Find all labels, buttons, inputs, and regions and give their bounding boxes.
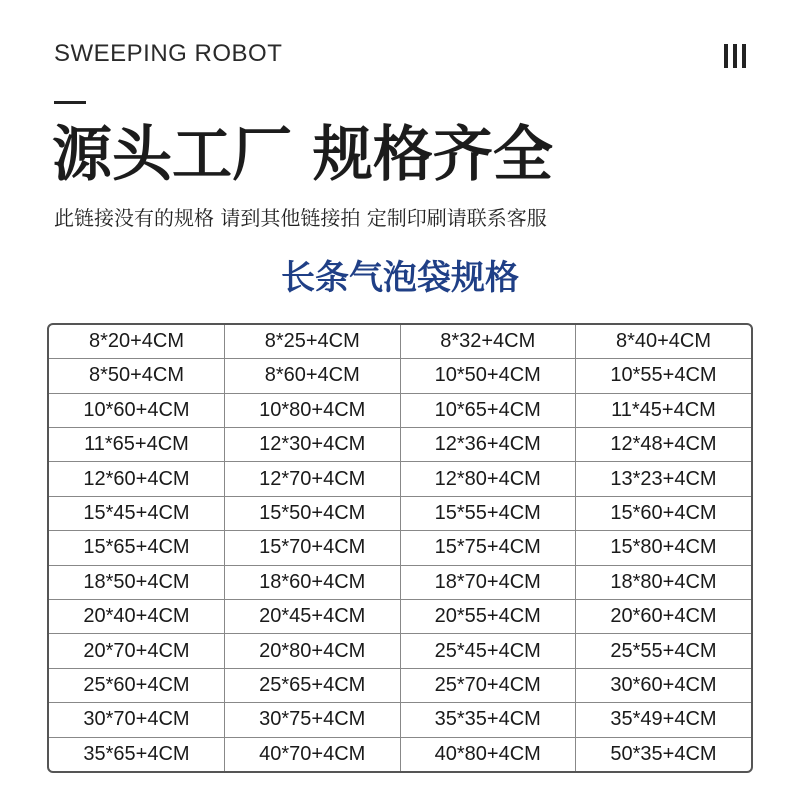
spec-cell: 20*80+4CM bbox=[225, 634, 401, 668]
table-row bbox=[49, 428, 751, 462]
spec-cell: 20*45+4CM bbox=[225, 600, 401, 634]
spec-cell: 8*40+4CM bbox=[576, 325, 752, 359]
spec-cell: 15*70+4CM bbox=[225, 531, 401, 565]
spec-cell: 15*45+4CM bbox=[49, 496, 225, 530]
spec-cell: 35*35+4CM bbox=[400, 703, 576, 737]
spec-cell: 11*65+4CM bbox=[49, 428, 225, 462]
spec-cell: 15*55+4CM bbox=[400, 496, 576, 530]
table-row bbox=[49, 359, 751, 393]
spec-cell: 35*65+4CM bbox=[49, 737, 225, 771]
menu-icon[interactable] bbox=[724, 44, 746, 68]
spec-cell: 35*49+4CM bbox=[576, 703, 752, 737]
spec-cell: 18*60+4CM bbox=[225, 565, 401, 599]
table-row bbox=[49, 496, 751, 530]
spec-cell: 8*32+4CM bbox=[400, 325, 576, 359]
spec-cell: 8*60+4CM bbox=[225, 359, 401, 393]
spec-cell: 12*36+4CM bbox=[400, 428, 576, 462]
spec-cell: 40*80+4CM bbox=[400, 737, 576, 771]
table-title: 长条气泡袋规格 bbox=[281, 258, 519, 298]
spec-cell: 18*80+4CM bbox=[576, 565, 752, 599]
table-row bbox=[49, 531, 751, 565]
divider-dash bbox=[54, 101, 86, 104]
table-row bbox=[49, 462, 751, 496]
spec-cell: 20*55+4CM bbox=[400, 600, 576, 634]
spec-cell: 30*75+4CM bbox=[225, 703, 401, 737]
spec-cell: 25*70+4CM bbox=[400, 668, 576, 702]
spec-cell: 12*48+4CM bbox=[576, 428, 752, 462]
spec-cell: 18*70+4CM bbox=[400, 565, 576, 599]
spec-cell: 10*80+4CM bbox=[225, 393, 401, 427]
spec-cell: 10*65+4CM bbox=[400, 393, 576, 427]
spec-cell: 30*70+4CM bbox=[49, 703, 225, 737]
spec-cell: 40*70+4CM bbox=[225, 737, 401, 771]
spec-cell: 15*65+4CM bbox=[49, 531, 225, 565]
spec-cell: 12*60+4CM bbox=[49, 462, 225, 496]
spec-cell: 8*25+4CM bbox=[225, 325, 401, 359]
spec-table-body bbox=[49, 325, 751, 771]
spec-cell: 30*60+4CM bbox=[576, 668, 752, 702]
table-row bbox=[49, 634, 751, 668]
spec-cell: 10*60+4CM bbox=[49, 393, 225, 427]
spec-cell: 25*45+4CM bbox=[400, 634, 576, 668]
table-row bbox=[49, 600, 751, 634]
brand-title: SWEEPING ROBOT bbox=[54, 40, 283, 67]
table-row bbox=[49, 565, 751, 599]
spec-cell: 20*40+4CM bbox=[49, 600, 225, 634]
table-row bbox=[49, 393, 751, 427]
spec-cell: 15*80+4CM bbox=[576, 531, 752, 565]
headline: 源头工厂 规格齐全 bbox=[52, 120, 553, 190]
spec-cell: 15*50+4CM bbox=[225, 496, 401, 530]
spec-table bbox=[47, 323, 753, 773]
table-row bbox=[49, 737, 751, 771]
spec-cell: 18*50+4CM bbox=[49, 565, 225, 599]
table-row bbox=[49, 703, 751, 737]
spec-cell: 20*70+4CM bbox=[49, 634, 225, 668]
spec-cell: 8*50+4CM bbox=[49, 359, 225, 393]
spec-cell: 25*65+4CM bbox=[225, 668, 401, 702]
table-row bbox=[49, 325, 751, 359]
spec-cell: 20*60+4CM bbox=[576, 600, 752, 634]
spec-cell: 10*55+4CM bbox=[576, 359, 752, 393]
spec-cell: 10*50+4CM bbox=[400, 359, 576, 393]
table-row bbox=[49, 668, 751, 702]
subtitle: 此链接没有的规格 请到其他链接拍 定制印刷请联系客服 bbox=[54, 206, 547, 230]
spec-cell: 12*70+4CM bbox=[225, 462, 401, 496]
spec-cell: 50*35+4CM bbox=[576, 737, 752, 771]
spec-cell: 11*45+4CM bbox=[576, 393, 752, 427]
spec-cell: 15*75+4CM bbox=[400, 531, 576, 565]
spec-cell: 15*60+4CM bbox=[576, 496, 752, 530]
spec-cell: 8*20+4CM bbox=[49, 325, 225, 359]
spec-cell: 12*30+4CM bbox=[225, 428, 401, 462]
spec-cell: 12*80+4CM bbox=[400, 462, 576, 496]
spec-cell: 13*23+4CM bbox=[576, 462, 752, 496]
spec-cell: 25*60+4CM bbox=[49, 668, 225, 702]
spec-cell: 25*55+4CM bbox=[576, 634, 752, 668]
